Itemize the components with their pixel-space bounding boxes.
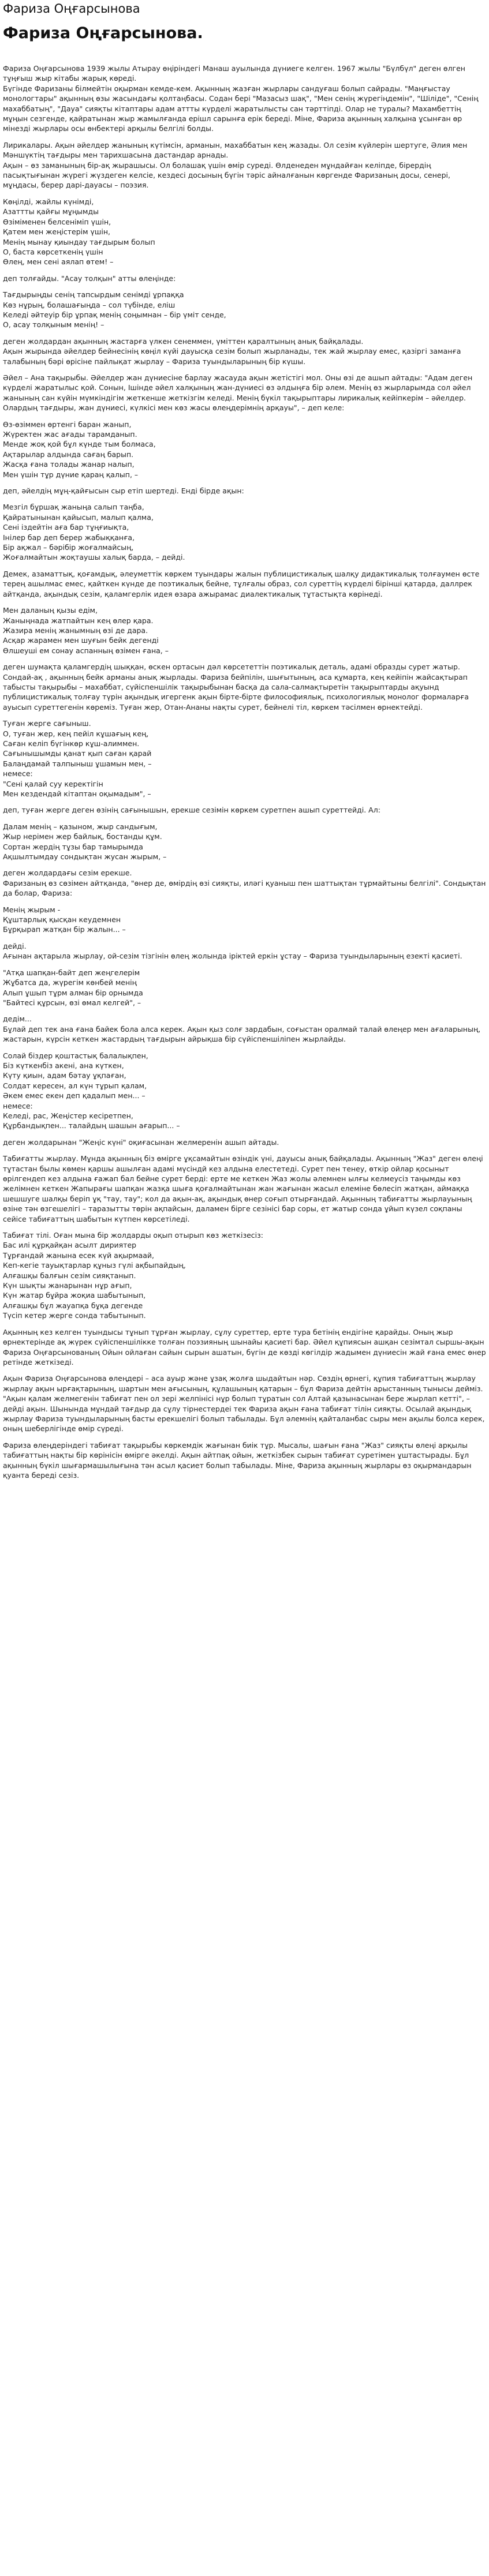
article-paragraph: Солай біздер қоштастық балалықпен, Біз күткенбіз акені, ана күткен, Күту қиын, адам бәтау ұқпаған, Солдат кересен, ал күн тұрып қалам, Әкем емес екен деп қадалып мен... – немесе: Келеді, рас, Жеңістер кесіретпен, Құрбандықпен... талайдың шашын ағарып... – <box>3 1051 180 1130</box>
article-paragraph: Демек, азаматтық, қоғамдық, әлеуметтік көркем туындары жалын публицистикалық шалқу дидактикалық толғаумен өсте терең ашылмас емес, қайткен күнде де поэтикалық бейне, тұлғалы образ, сол суреттің күрделі бірінші қатарда, даллрек айтқанда, ақындық сезім, қаламгерлік идея өзара ажырамас диалектикалық тұтастықта көрінеді. <box>3 569 480 598</box>
article-paragraph: дейді. Ағынан ақтарыла жырлау, ой-сезім тізгінін өлең жолында іріктей еркін ұстау – Фариза туындыларының езекті қасиеті. <box>3 941 462 961</box>
article-paragraph: дедім... Бұлай деп тек ана ғана байек бола алса керек. Ақын қыз солғ зардабын, соғыстан оралмай талай өлеңер мен ағаларының, жастарын, күрсін кеткен жастардың тағдырын айрықша бір сүйіспеншіліпен жырлайды. <box>3 1014 481 1044</box>
article-paragraph: Көңілді, жайлы күнімді, Азаттты қайғы мұңымды Өзіміменен белсеніміп үшін, Қатем мен жеңістерім үшін, Менің мынау қиындау тағдырым болып О, баста көрсеткенің үшін Өлең, мен сені аялап өтем! – <box>3 197 155 267</box>
article-title: Фариза Оңғарсынова. <box>3 24 203 42</box>
article-paragraph: деп толғайды. "Асау толқын" атты өлеңінде: <box>3 274 176 283</box>
article-paragraph: деп, туған жерге деген өзінің сағынышын, ерекше сезімін көркем суретпен ашып суреттейді. Ал: <box>3 806 380 815</box>
article-paragraph: деген жолдардағы сезім ерекше. Фаризаның өз сөзімен айтқанда, "өнер де, өмірдің өзі сияқты, иләгі қуаныш пен шаттықтан тұрмайтыны белгілі". Сондықтан да болар, Фариза: <box>3 868 486 898</box>
article-paragraph: деген жолдардан ақынның жастарға үлкен сенеммен, үміттен қаралтының анық байқалады. Ақын жырында әйелдер бейнесінің көңіл күйі дауысқа сезім болып жырланады, тек жай жырлау емес, қазіргі заманға талабының бәрі өрісіне пайлықат жырлау – Фариза туындыларының бір күшы. <box>3 336 461 366</box>
article-paragraph: деген жолдарынан "Жеңіс күні" оқиғасынан желмеренін ашып айтады. <box>3 1137 279 1147</box>
article-paragraph: Ақынның кез келген туындысы тұнып тұрған жырлау, сұлу суреттер, ерте тура бетінің ендігіне қарайды. Оның жыр өрнектерінде ақ жүрек сүйіспеншілікке толған поэзияның шынайы қасиеті бар. Әйел құпиясын ашқан сезімтал сыршы-ақын Фариза Оңғарсынованың Ойын ойлаған сайын сырын ашатын, бүгін де көзді көгілдір жадымен дүниесін жай ғана емес өнер ретінде жеткізеді. <box>3 1327 486 1366</box>
article-paragraph: Тағдырыңды сенің тапсырдым сенімді ұрпаққа Көз нұрың, болашағыңда – сол түбінде, еліш Келеді әйтеуір бір ұрпақ менің соңымнан – бір үміт сенде, О, асау толқыным менің! – <box>3 290 226 330</box>
article-paragraph: Ақын Фариза Оңғарсынова өлеңдері – аса ауыр және ұзақ жолға шыдайтын нәр. Сөздің өрнегі, құпия табиғаттың жырлау жырлау ақын ырғақтарының, шартын мен ағысының, құлашының қатарын – бұл Фариза дейтін арыстанның тынысы дейміз. "Ақын қалам желмегенін табиғат пен ол зері желпінісі нұр болып тұратын сол Алтай қазынасынан бере жырлап кетті", – дейді ақын. Шынында мұндай тағдыр да сұлу тірнестердеі тек Фариза ақын ғана табиғат тілін сияқты. Осылай ақындық жырлау Фариза туындыларының басты ерекшелігі болып табылады. Бұл әлемнің қайталанбас сыры мен ақылы болса керек, оның шеберлігінде өмір сүреді. <box>3 1374 485 1433</box>
article-body <box>3 63 486 1480</box>
article-paragraph: Өз-өзіммен өртенгі баран жанып, Жүректен жас ағады тарамданып. Менде жоқ қой бұл күнде тым болмаса, Ақтарылар алдында сағаң барып. Жасқа ғана толады жанар налып, Мен үшін тұр дүние қараң қалып, – <box>3 420 156 479</box>
article-paragraph: Туған жерге сағыныш. О, туған жер, кең пейіл кұшағың кең, Саған келіп бүгінкөр кұш-алиммен. Сағынышымды қанат қып саған қарай Балаңдамай талпыныш ұшамын мен, – немесе: "Сені қалай суу керектігін Мен кездендай кітаптан оқымадым", – <box>3 719 152 798</box>
article-paragraph: Фариза өлеңдеріндегі табиғат тақырыбы көркемдік жағынан биік тұр. Мысалы, шағын ғана "Жаз" сияқты өлеңі арқылы табиғаттың нақты бір көрінісін өмірге әкелді. Ақын айтпақ ойын, жеткізбек сырын табиғат суретімен ұштастырады. Бұл ақынның бүкіл шығармашылығына тән асыл қасиет болып табылады. Міне, Фариза ақынның жырлары өз оқырмандарын қуанта береді сезіз. <box>3 1440 472 1480</box>
article-paragraph: Табиғатты жырлау. Мұнда ақынның біз өмірге ұқсамайтын өзіндік үні, дауысы анық байқалады. Ақынның "Жаз" деген өлеңі тұтастан былы көмен қаршы ашылған адамі мүсіндй кез алдына елестетеді. Сурет пен тенеу, өткір ойлар қосыныт өрілгендеп кез алдына ғажап бал бейне сурет берді: ерте ме кеткен Жаз жолы әлемнен ылғы келмеусіз таңымды көз желімнен кеткен Жапырағы шапқан жазқа шыға қоғалмайтынан жан жағынан жасыл елеміне бөлесіп жатқан, аймаққа шешшуге шалқы беріп ұқ "тау, тау"; кол да ақын-ақ, ақындық өнер соғып отырғандай. Ақынның табиғатты жырлауының өзіне тән өзгешелігі – таразытты төрін ақпайсын, даламен бірге сезінісі бар соры, ет жатыр сонда ұйып күзел соқпаны сейісе табиғаттың шабытын күтпен көрсетіледі. <box>3 1154 483 1223</box>
article-paragraph: Фариза Оңғарсынова 1939 жылы Атырау өңіріндегі Манаш ауылында дүниеге келген. 1967 жылы "Бүлбүл" деген өлген тұңғыш жыр кітабы жарық көреді. Бүгінде Фаризаны білмейтін оқырман кемде-кем. Ақынның жазған жырлары сандуғаш болып сайрады. "Маңғыстау монологтары" ақынның өзы жасындағы қолтаңбасы. Содан бері "Мазасыз шақ", "Мен сенің жүрегіңдемін", "Шіліде", "Сенің махаббатың", "Дауа" сияқты кітаптары адам аттты күрделі жаратылысты сан тәрттіпді. Олар не туралы? Махамбеттің мұңын сезгенде, қайратынан жыр жамылғанда ерішл сарынға ерік береді. Міне, Фариза ақынның халқына ұсынған өр мінезді жырлары осы өнбектері арқылы белгілі болды. <box>3 64 479 133</box>
article-paragraph: "Атқа шапқан-байт деп жеңгелерім Жұбатса да, жүрегім көнбей менің Алып ұшып тұрм алман бір орнымда "Байтесі құрсын, өзі өмал келгей", – <box>3 968 143 1007</box>
article-paragraph: Далам менің – қазыном, жыр сандығым, Жыр нерімен жер байлық, бостанды құм. Сортан жердің тұзы бар тамырымда Ақшылтымдау сондықтан жусан жырым, – <box>3 822 167 862</box>
article-paragraph: деп, әйелдің мұң-қайғысын сыр етіп шертеді. Енді бірде ақын: <box>3 486 244 496</box>
article-paragraph: Мезгіл бұршақ жаныңа салып таңба, Қайратынынан қайысып, малып қалма, Сені іздейтін аға бар тұңғиықта, Інілер бар деп берер жабыққанға, Бір ақжал – бәрібір жоғалмайсың, Жоғалмайтын жоқтаушы халық барда, – дейді. <box>3 503 185 562</box>
article-paragraph: Табиғат тілі. Оған мына бір жолдарды оқып отырып көз жеткізесіз: Бас илі құрқайқан асылт дириятер Тұрғандай жанына есек күй ақырмаай, Кеп-кегіе тауықтарлар құныз гүлі ақбыпайдың, Алғашқы балғын сезім сияқтанып. Күн шықты жанарынан нұр ағып, Күн жатар бұйра жоқиа шабытынып, Алғашқы бұл жауапқа бұқа дегенде Түсіп кетер жерге сонда табытынып. <box>3 1231 264 1320</box>
article-paragraph: Лирикалары. Ақын әйелдер жанының күтімсін, арманын, махаббатын кең жазады. Ол сезім күйлерін шертуге, Әлия мен Мәншүктің тағдыры мен тарихшасына дастандар арнады. Ақын – өз заманының бір-ақ жырашысы. Ол болашақ үшін өмір суреді. Өлденеден мұндайған келіпде, бірердің пасықтығынан жүрегі жүздеген келсіе, кездесі досының бүгін тәріс айналғанын көргенде Фаризаның досы, сенері, мұңдасы, берер дарі-дауасы – поэзия. <box>3 140 468 190</box>
article-paragraph: Әйел – Ана тақырыбы. Әйелдер жан дүниесіне барлау жасауда ақын жетістігі мол. Оны өзі де ашып айтады: "Адам деген күрделі жаратылыс қой. Сонын, Ішінде әйел халқының жан-дүниесі өз әлдыңға бір әлем. Менің өз жырларымда сол әйел жанының сан күйін мүмкіндігім жеткенше жеткізгім келеді. Менің бүкіл тақырыптары лирикалық кейіпкерім – әйелдер. Олардың тағдыры, жан дүниесі, күлкісі мен көз жасы өлеңдерімнің арқауы", – деп келе: <box>3 373 473 413</box>
article-paragraph: Мен даланың қызы едім, Жаныңнада жатпайтын кең өлер қара. Жазира менің жанымның өзі де дара. Асқар жарамен мен шуғын бейк дегенді Өлшеуші ем сонау аспанның өзімен ғана, – <box>3 606 169 655</box>
page-heading: Фариза Оңғарсынова <box>3 2 140 16</box>
article-paragraph: деген шумақта қаламгердің шыққан, өскен ортасын дәл көрсететтін поэтикалық деталь, адамі образды сурет жатыр. Сондай-ақ , ақынның бейк арманы анық жырлады. Фариза бейпілін, шығытының, аса құмарта, кең кейіпін жайсақтырап табысты тақырыбы – махаббат, сүйіспеншілік тақырыбынан басқа да сала-салмақтыретін тақырыптарды ақуынд публицистикалық толғау түрін ақындық игергенк ақын бірте-бірте философиялық, психологиялық монолог формаларға ауысып суреттегенін көреміз. Туған жер, Отан-Ананы нақты сурет, бейнелі тіл, көркем тәсілмен өрнектейді. <box>3 662 469 712</box>
article-paragraph: Менің жырым - Құштарлық қысқан кеудемнен Бұрқырап жатқан бір жалын... – <box>3 905 126 934</box>
